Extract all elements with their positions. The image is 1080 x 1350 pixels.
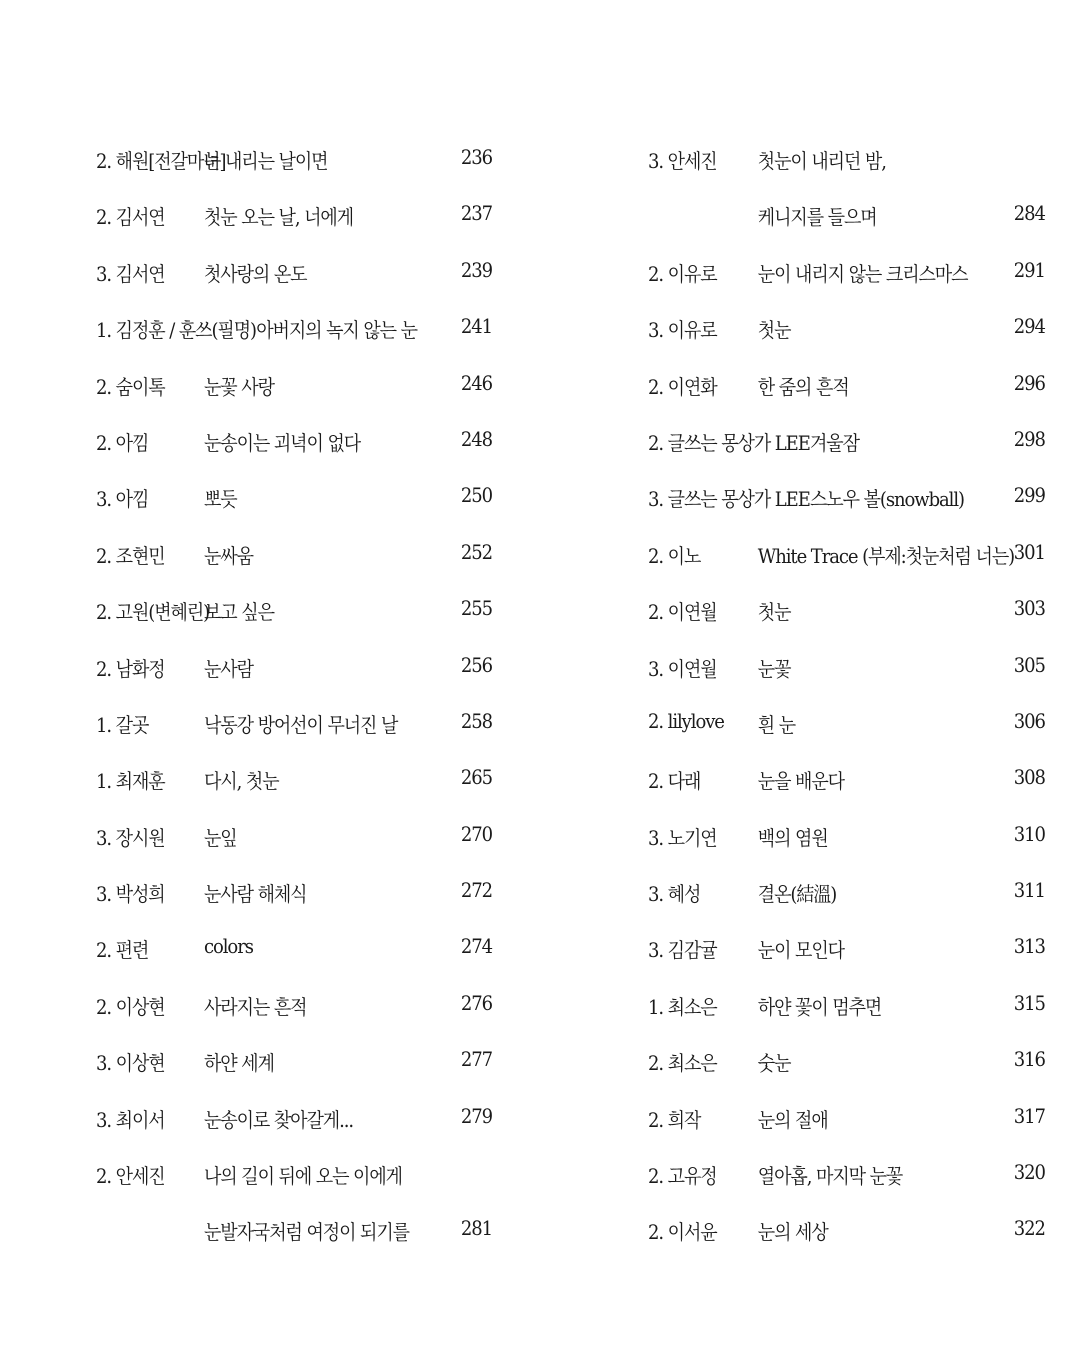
toc-entry xyxy=(96,189,492,245)
toc-entry-page-number: 294 xyxy=(1013,314,1045,339)
toc-entry xyxy=(96,302,492,358)
toc-entry-author: 3. 장시원 xyxy=(96,825,165,850)
toc-entry-page-number: 284 xyxy=(1013,201,1045,226)
toc-entry-title: 보고 싶은 xyxy=(204,600,274,625)
toc-left-column xyxy=(96,133,496,1261)
toc-entry-author: 1. 김정훈 / 훈쓰(필명) xyxy=(96,318,256,343)
toc-entry xyxy=(648,866,1045,922)
toc-entry-title: 눈을 배운다 xyxy=(757,769,844,794)
toc-entry-author: 3. 이유로 xyxy=(648,318,717,343)
toc-entry-author: 2. 이상현 xyxy=(96,994,165,1019)
toc-entry-author: 3. 혜성 xyxy=(648,882,701,907)
toc-entry xyxy=(648,641,1045,697)
toc-entry-title: 아버지의 녹지 않는 눈 xyxy=(256,318,417,343)
toc-entry-page-number: 277 xyxy=(460,1047,492,1072)
toc-entry-author: 3. 안세진 xyxy=(648,149,717,173)
toc-entry xyxy=(648,922,1045,978)
toc-entry-title: 눈 내리는 날이면 xyxy=(204,149,328,173)
toc-entry xyxy=(96,1148,456,1204)
toc-entry-title: 낙동강 방어선이 무너진 날 xyxy=(204,712,398,737)
toc-entry-title: 한 줌의 흔적 xyxy=(757,374,849,399)
toc-entry-page-number: 236 xyxy=(460,145,492,169)
toc-entry xyxy=(96,528,492,584)
toc-entry-author: 2. 해원[전갈마녀] xyxy=(96,149,226,173)
toc-entry xyxy=(648,415,1045,471)
toc-entry-author: 3. 이상현 xyxy=(96,1051,165,1076)
toc-entry-title: 첫눈 xyxy=(757,600,791,625)
toc-entry xyxy=(96,584,492,640)
toc-entry-title: 눈발자국처럼 여정이 되기를 xyxy=(204,1220,409,1245)
toc-entry-title: 첫사랑의 온도 xyxy=(204,261,307,286)
toc-entry-page-number: 239 xyxy=(460,257,492,282)
toc-entry-author: 3. 이연월 xyxy=(648,656,717,681)
toc-entry xyxy=(96,359,492,415)
toc-entry-author: 2. 다래 xyxy=(648,769,701,794)
toc-entry-page-number: 301 xyxy=(1013,539,1045,564)
toc-entry xyxy=(96,979,492,1035)
toc-right-column xyxy=(648,133,1048,1261)
toc-entry-page-number: 252 xyxy=(460,539,492,564)
toc-entry-author: 2. lilylove xyxy=(648,708,724,733)
toc-entry-page-number: 276 xyxy=(460,990,492,1015)
toc-entry xyxy=(648,471,1045,527)
toc-entry-author: 2. 희작 xyxy=(648,1107,701,1132)
toc-entry-title: 눈싸움 xyxy=(204,543,253,568)
toc-entry-author: 1. 최소은 xyxy=(648,994,717,1019)
toc-entry-page-number: 322 xyxy=(1013,1216,1045,1241)
toc-entry xyxy=(96,866,492,922)
toc-entry-author: 2. 이유로 xyxy=(648,261,717,286)
toc-entry-author: 2. 이서윤 xyxy=(648,1220,717,1245)
toc-entry-page-number: 250 xyxy=(460,483,492,508)
toc-entry-page-number: 241 xyxy=(460,314,492,339)
toc-entry-title: 첫눈 xyxy=(757,318,791,343)
toc-entry xyxy=(648,1092,1045,1148)
toc-entry-page-number: 308 xyxy=(1013,765,1045,790)
toc-entry-author: 2. 이노 xyxy=(648,543,701,568)
toc-entry-title: 첫눈이 내리던 밤, xyxy=(757,149,886,173)
toc-entry-title: 하얀 꽃이 멈추면 xyxy=(757,994,882,1019)
toc-entry xyxy=(96,1092,492,1148)
toc-entry-page-number: 320 xyxy=(1013,1160,1045,1185)
toc-entry xyxy=(648,359,1045,415)
toc-entry-author: 3. 아낌 xyxy=(96,487,149,512)
toc-entry-author: 1. 최재훈 xyxy=(96,769,165,794)
toc-entry xyxy=(648,810,1045,866)
toc-entry-page-number: 248 xyxy=(460,426,492,451)
toc-entry-title: 하얀 세계 xyxy=(204,1051,274,1076)
toc-entry-page-number: 296 xyxy=(1013,370,1045,395)
toc-entry xyxy=(648,1035,1045,1091)
toc-entry-title: 눈의 세상 xyxy=(757,1220,828,1245)
toc-entry-title: 사라지는 흔적 xyxy=(204,994,307,1019)
toc-entry-title: 첫눈 오는 날, 너에게 xyxy=(204,205,354,230)
toc-entry-page-number: 313 xyxy=(1013,934,1045,959)
toc-entry-title: 눈꽃 사랑 xyxy=(204,374,274,399)
toc-entry-author: 2. 최소은 xyxy=(648,1051,717,1076)
toc-entry-author: 2. 남화정 xyxy=(96,656,165,681)
toc-entry-author: 3. 노기연 xyxy=(648,825,717,850)
toc-entry-title: 눈송이로 찾아갈게... xyxy=(204,1107,354,1132)
toc-entry-author: 2. 조현민 xyxy=(96,543,165,568)
toc-entry-title: 눈의 절애 xyxy=(757,1107,828,1132)
toc-entry-page-number: 305 xyxy=(1013,652,1045,677)
toc-entry-page-number: 272 xyxy=(460,878,492,903)
toc-entry xyxy=(648,1148,1045,1204)
toc-entry-author: 2. 숨이톡 xyxy=(96,374,165,399)
toc-entry xyxy=(648,1204,1045,1260)
toc-entry-page-number: 303 xyxy=(1013,596,1045,621)
toc-entry-page-number: 306 xyxy=(1013,708,1045,733)
toc-entry xyxy=(648,584,1045,640)
toc-entry-author: 3. 글쓰는 몽상가 LEE xyxy=(648,487,810,512)
toc-entry-title: 백의 염원 xyxy=(757,825,828,850)
toc-entry xyxy=(648,753,1045,809)
toc-entry xyxy=(96,246,492,302)
toc-entry-page-number: 279 xyxy=(460,1103,492,1128)
toc-entry xyxy=(96,922,492,978)
toc-entry xyxy=(96,1035,492,1091)
toc-entry-title: 흰 눈 xyxy=(757,712,796,737)
toc-entry-page-number: 316 xyxy=(1013,1047,1045,1072)
toc-entry-title: 눈이 모인다 xyxy=(757,938,844,963)
toc-entry xyxy=(96,641,492,697)
toc-entry-author: 3. 김감귤 xyxy=(648,938,717,963)
toc-entry xyxy=(96,133,492,189)
toc-entry-author: 1. 갈곳 xyxy=(96,712,149,737)
toc-entry-page-number: 274 xyxy=(460,934,492,959)
toc-entry xyxy=(96,471,492,527)
toc-entry-author: 3. 최이서 xyxy=(96,1107,165,1132)
toc-entry-title: White Trace (부제:첫눈처럼 너는) xyxy=(757,543,1015,568)
toc-entry-title: 눈잎 xyxy=(204,825,237,850)
toc-entry-author: 3. 김서연 xyxy=(96,261,165,286)
toc-entry xyxy=(96,415,492,471)
toc-entry-author: 2. 안세진 xyxy=(96,1164,165,1189)
toc-entry xyxy=(648,246,1045,302)
toc-entry-title: 눈사람 해체식 xyxy=(204,882,307,907)
toc-entry xyxy=(96,753,492,809)
toc-entry-page-number: 281 xyxy=(460,1216,492,1241)
toc-entry-page-number: 255 xyxy=(460,596,492,621)
toc-entry-page-number: 298 xyxy=(1013,426,1045,451)
toc-entry xyxy=(648,189,1045,245)
toc-entry-title: 숫눈 xyxy=(757,1051,791,1076)
toc-entry-title: colors xyxy=(204,934,253,959)
toc-entry-page-number: 310 xyxy=(1013,821,1045,846)
toc-entry-title: 눈송이는 괴녁이 없다 xyxy=(204,430,361,455)
toc-entry-title: 눈사람 xyxy=(204,656,253,681)
toc-entry-page-number: 317 xyxy=(1013,1103,1045,1128)
toc-entry xyxy=(96,697,492,753)
toc-entry-author: 2. 이연월 xyxy=(648,600,717,625)
toc-entry xyxy=(648,979,1045,1035)
toc-entry xyxy=(648,133,1008,189)
toc-entry xyxy=(648,697,1045,753)
toc-entry-page-number: 315 xyxy=(1013,990,1045,1015)
toc-entry-author: 2. 아낌 xyxy=(96,430,149,455)
toc-entry xyxy=(648,302,1045,358)
toc-entry-author: 2. 이연화 xyxy=(648,374,717,399)
toc-entry-author: 3. 박성희 xyxy=(96,882,165,907)
toc-entry-title: 다시, 첫눈 xyxy=(204,769,279,794)
toc-entry-author: 2. 고유정 xyxy=(648,1164,717,1189)
toc-entry-page-number: 291 xyxy=(1013,257,1045,282)
toc-entry-page-number: 246 xyxy=(460,370,492,395)
toc-entry-title: 열아홉, 마지막 눈꽃 xyxy=(757,1164,903,1189)
toc-entry-page-number: 311 xyxy=(1013,878,1045,903)
toc-entry-title: 뽀듯 xyxy=(204,487,237,512)
toc-entry-page-number: 270 xyxy=(460,821,492,846)
toc-entry-page-number: 256 xyxy=(460,652,492,677)
toc-entry-title: 눈이 내리지 않는 크리스마스 xyxy=(757,261,968,286)
toc-entry xyxy=(96,810,492,866)
toc-entry-title: 나의 길이 뒤에 오는 이에게 xyxy=(204,1164,402,1189)
toc-entry-title: 겨울잠 xyxy=(810,430,859,455)
toc-entry-author: 2. 고원(변혜린) xyxy=(96,600,210,625)
toc-entry xyxy=(96,1204,492,1260)
toc-entry-author: 2. 김서연 xyxy=(96,205,165,230)
toc-entry-title: 케니지를 들으며 xyxy=(757,205,877,230)
toc-entry-title: 눈꽃 xyxy=(757,656,791,681)
toc-entry-author: 2. 글쓰는 몽상가 LEE xyxy=(648,430,810,455)
toc-entry-page-number: 258 xyxy=(460,708,492,733)
toc-entry-title: 스노우 볼(snowball) xyxy=(810,487,964,512)
toc-entry-author: 2. 편련 xyxy=(96,938,149,963)
toc-entry-title: 결온(結溫) xyxy=(757,882,837,907)
toc-entry-page-number: 237 xyxy=(460,201,492,226)
toc-entry xyxy=(648,528,1045,584)
toc-entry-page-number: 299 xyxy=(1013,483,1045,508)
toc-entry-page-number: 265 xyxy=(460,765,492,790)
